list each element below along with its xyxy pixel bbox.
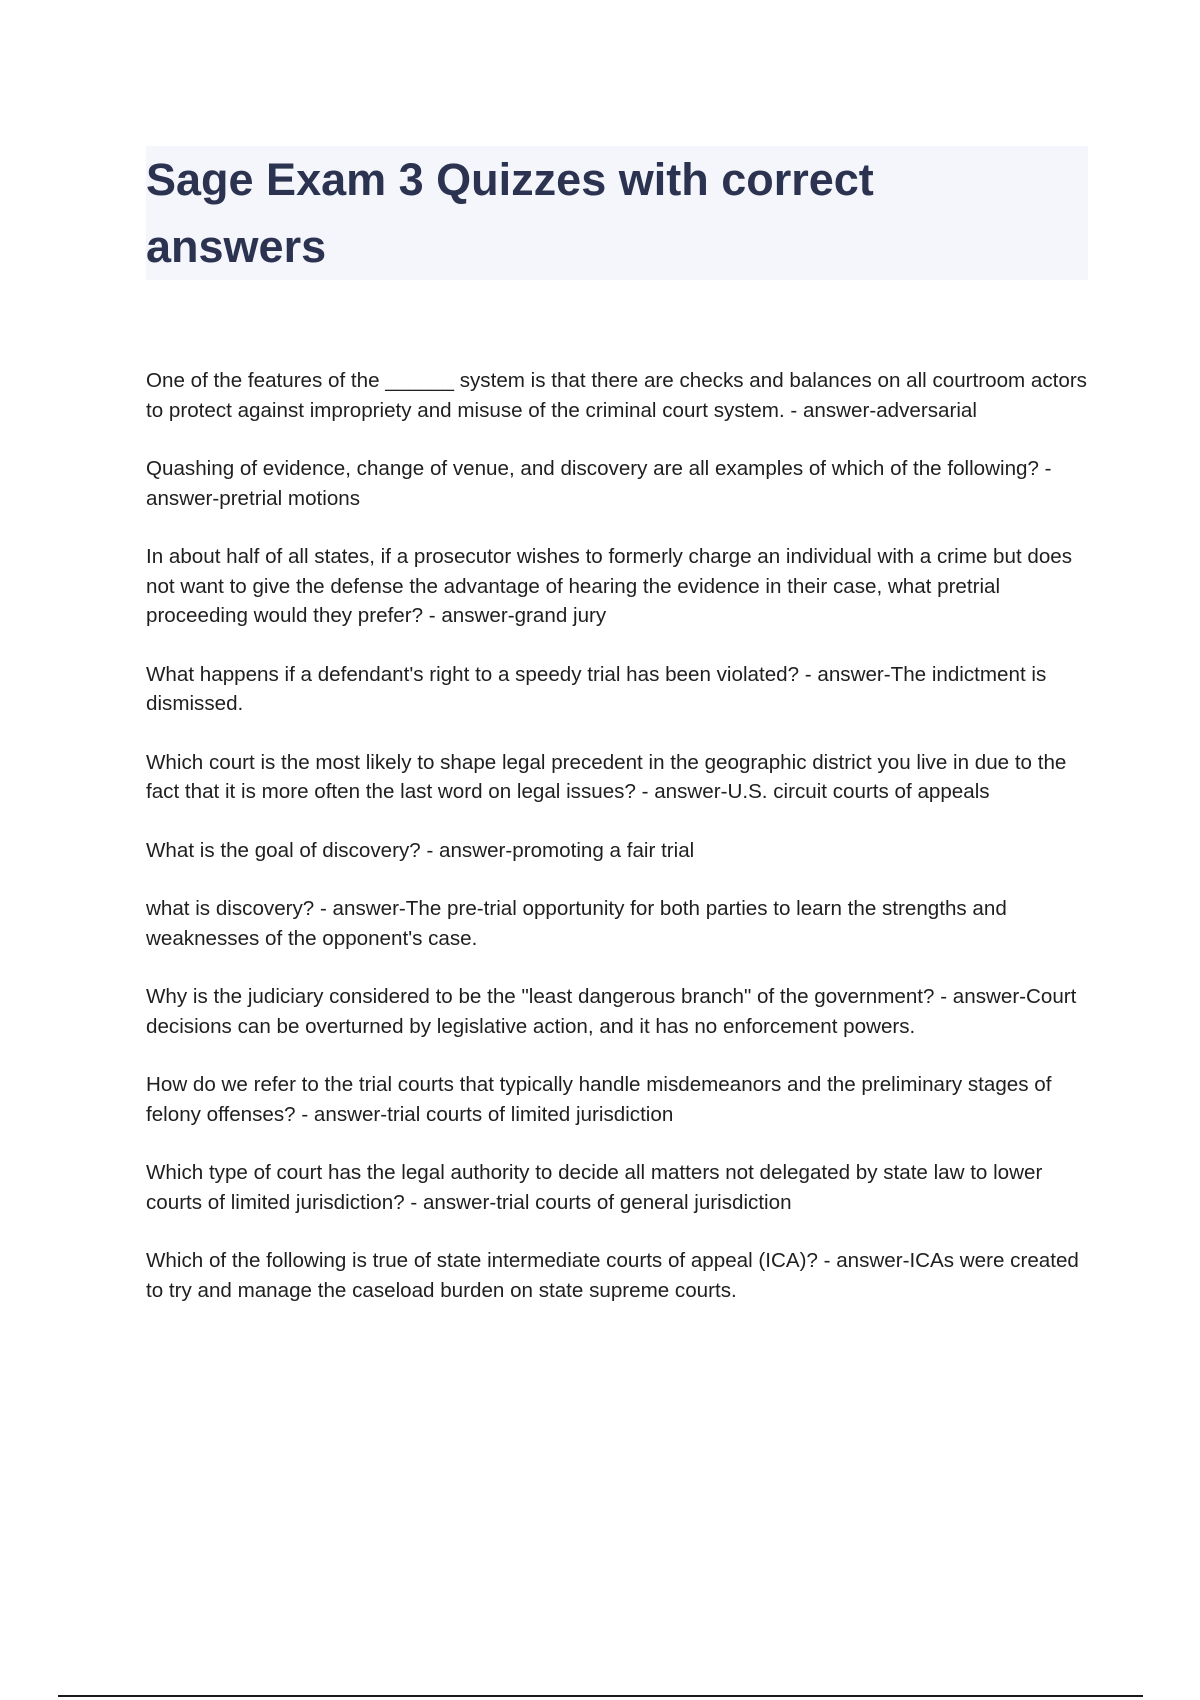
qa-item: One of the features of the ______ system is that there are checks and balances on all courtroom actors to protect against impropriety and misuse of the criminal court system. - answer-adversarial (146, 369, 1087, 422)
title-block (146, 146, 1088, 280)
qa-item: what is discovery? - answer-The pre-trial opportunity for both parties to learn the strengths and weaknesses of the opponent's case. (146, 897, 1007, 950)
qa-item: How do we refer to the trial courts that typically handle misdemeanors and the preliminary stages of felony offenses? - answer-trial courts of limited jurisdiction (146, 1073, 1052, 1126)
qa-item: What is the goal of discovery? - answer-promoting a fair trial (146, 838, 695, 862)
qa-item: Which type of court has the legal authority to decide all matters not delegated by state law to lower courts of limited jurisdiction? - answer-trial courts of general jurisdiction (146, 1161, 1043, 1214)
qa-item: In about half of all states, if a prosecutor wishes to formerly charge an individual with a crime but does not want to give the defense the advantage of hearing the evidence in their case, what pretrial proceeding would they prefer? - answer-grand jury (146, 545, 1073, 627)
qa-item: Why is the judiciary considered to be the "least dangerous branch" of the government? - answer-Court decisions can be overturned by legislative action, and it has no enforcement powers. (146, 985, 1077, 1038)
qa-list (146, 366, 1096, 1334)
qa-item: Which court is the most likely to shape legal precedent in the geographic district you live in due to the fact that it is more often the last word on legal issues? - answer-U.S. circuit courts of appeals (146, 750, 1067, 803)
page-title: Sage Exam 3 Quizzes with correct answers (146, 154, 874, 272)
qa-item: What happens if a defendant's right to a speedy trial has been violated? - answer-The indictment is dismissed. (146, 662, 1047, 715)
qa-item: Which of the following is true of state intermediate courts of appeal (ICA)? - answer-ICAs were created to try and manage the caseload burden on state supreme courts. (146, 1249, 1079, 1302)
footer-divider (58, 1695, 1143, 1697)
qa-item: Quashing of evidence, change of venue, and discovery are all examples of which of the following? - answer-pretrial motions (146, 457, 1052, 510)
